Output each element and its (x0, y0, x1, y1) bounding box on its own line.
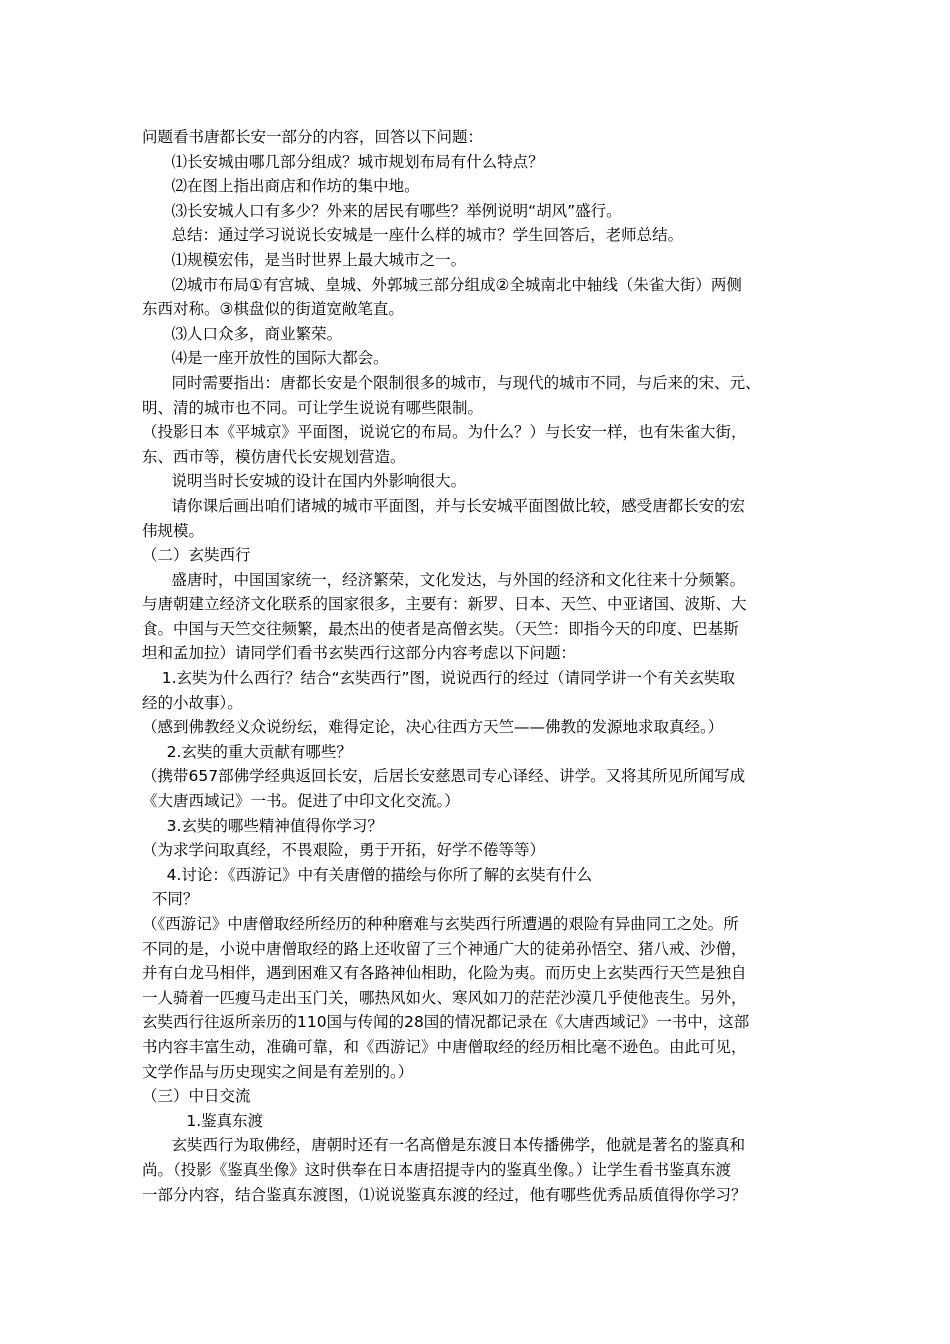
text-line: 与唐朝建立经济文化联系的国家很多，主要有：新罗、日本、天竺、中亚诸国、波斯、大 (142, 595, 747, 614)
text-line: 同时需要指出：唐都长安是个限制很多的城市，与现代的城市不同，与后来的宋、元、 (142, 373, 761, 392)
text-line: 请你课后画出咱们诸城的城市平面图，并与长安城平面图做比较，感受唐都长安的宏 (142, 496, 746, 515)
text-line: （投影日本《平城京》平面图，说说它的布局。为什么？）与长安一样，也有朱雀大街， (142, 423, 747, 442)
text-line: 3.玄奘的哪些精神值得你学习？ (142, 816, 383, 835)
text-line: ⑶人口众多，商业繁荣。 (142, 324, 343, 343)
text-line: 书内容丰富生动，准确可靠，和《西游记》中唐僧取经的经历相比毫不逊色。由此可见， (142, 1037, 747, 1056)
section-heading: （三）中日交流 (142, 1087, 251, 1106)
text-line: 经的小故事）。 (142, 693, 243, 712)
text-line: 食。中国与天竺交往频繁，最杰出的使者是高僧玄奘。（天竺：即指今天的印度、巴基斯 (142, 619, 739, 638)
text-line: 《大唐西域记》一书。促进了中印文化交流。） (142, 792, 460, 811)
text-line: 伟规模。 (142, 521, 205, 540)
text-line: 说明当时长安城的设计在国内外影响很大。 (142, 472, 467, 491)
text-line: 尚。（投影《鉴真坐像》这时供奉在日本唐招提寺内的鉴真坐像。）让学生看书鉴真东渡 (142, 1160, 732, 1179)
section-heading: （二）玄奘西行 (142, 546, 251, 565)
text-line: 坦和孟加拉）请同学们看书玄奘西行这部分内容考虑以下问题： (142, 644, 577, 663)
text-line: 明、清的城市也不同。可让学生说说有哪些限制。 (142, 398, 484, 417)
text-line: 东、西市等，模仿唐代长安规划营造。 (142, 447, 406, 466)
text-line: 不同？ (142, 890, 199, 909)
text-line: 一人骑着一匹瘦马走出玉门关，哪热风如火、寒风如刀的茫茫沙漠几乎使他丧生。另外， (142, 988, 747, 1007)
text-line: ⑷是一座开放性的国际大都会。 (142, 349, 389, 368)
text-line: ⑴长安城由哪几部分组成？城市规划布局有什么特点？ (142, 152, 544, 171)
text-line: 4.讨论：《西游记》中有关唐僧的描绘与你所了解的玄奘有什么 (142, 865, 593, 884)
text-line: ⑵城市布局①有宫城、皇城、外郭城三部分组成②全城南北中轴线（朱雀大街）两侧 (142, 275, 742, 294)
text-line: （为求学问取真经，不畏艰险，勇于开拓，好学不倦等等） (142, 841, 546, 860)
text-line: 玄奘西行往返所亲历的110国与传闻的28国的情况都记录在《大唐西域记》一书中，这部 (142, 1013, 750, 1032)
text-line: 一部分内容，结合鉴真东渡图，⑴说说鉴真东渡的经过，他有哪些优秀品质值得你学习？ (142, 1185, 747, 1204)
text-line: （《西游记》中唐僧取经所经历的种种磨难与玄奘西行所遭遇的艰险有异曲同工之处。所 (142, 915, 739, 933)
text-line: 1.玄奘为什么西行？结合“玄奘西行”图，说说西行的经过（请同学讲一个有关玄奘取 (142, 669, 736, 688)
text-line: ⑴规模宏伟，是当时世界上最大城市之一。 (142, 250, 467, 269)
text-line: 东西对称。③棋盘似的街道宽敞笔直。 (142, 300, 404, 319)
text-line: 玄奘西行为取佛经，唐朝时还有一名高僧是东渡日本传播佛学，他就是著名的鉴真和 (142, 1136, 746, 1155)
text-line: 并有白龙马相伴，遇到困难又有各路神仙相助，化险为夷。而历史上玄奘西行天竺是独自 (142, 964, 747, 983)
text-line: 2.玄奘的重大贡献有哪些？ (142, 742, 352, 761)
text-line: 文学作品与历史现实之间是有差别的。） (142, 1062, 414, 1081)
text-line: （感到佛教经义众说纷纭，难得定论，决心往西方天竺——佛教的发源地求取真经。） (142, 718, 724, 737)
text-line: 不同的是，小说中唐僧取经的路上还收留了三个神通广大的徒弟孙悟空、猪八戒、沙僧， (142, 939, 747, 958)
subsection-heading: 1.鉴真东渡 (142, 1111, 264, 1130)
text-line: 盛唐时，中国国家统一，经济繁荣，文化发达，与外国的经济和文化往来十分频繁。 (142, 570, 746, 589)
text-line: ⑶长安城人口有多少？外来的居民有哪些？举例说明“胡风”盛行。 (142, 201, 622, 220)
document-body (142, 125, 810, 1207)
text-line: 总结：通过学习说说长安城是一座什么样的城市？学生回答后，老师总结。 (142, 226, 684, 245)
text-line: （携带657部佛学经典返回长安，后居长安慈恩司专心译经、讲学。又将其所见所闻写成 (142, 767, 746, 786)
text-line: 问题看书唐都长安一部分的内容，回答以下问题： (142, 128, 484, 146)
text-line: ⑵在图上指出商店和作坊的集中地。 (142, 177, 420, 196)
